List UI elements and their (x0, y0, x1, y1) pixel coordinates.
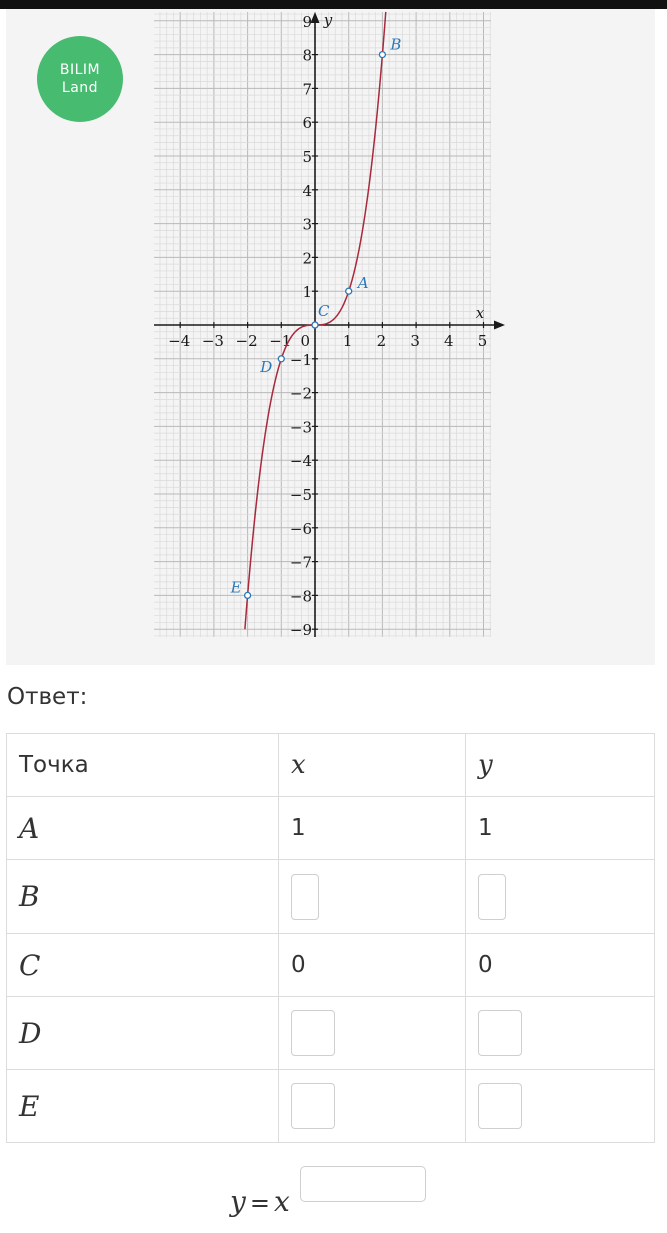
y-tick-label: −2 (289, 384, 312, 403)
y-tick-label: 3 (302, 215, 312, 234)
x-tick-label: 3 (410, 332, 420, 350)
point-label-d: D (260, 357, 273, 376)
y-tick-label: 6 (302, 114, 312, 133)
logo-line-1: BILIM (59, 62, 101, 78)
x-tick-label: 2 (376, 332, 387, 350)
y-tick-label: −3 (289, 418, 312, 437)
x-axis-arrow (494, 321, 505, 330)
y-tick-label: 7 (302, 80, 312, 99)
y-tick-label: 8 (302, 46, 312, 65)
header-x: x (279, 734, 466, 797)
point-label-d: D (7, 997, 279, 1070)
value-c-x: 0 (279, 934, 466, 997)
value-c-y: 0 (466, 934, 655, 997)
cell-e-x (279, 1070, 466, 1143)
x-tick-label: 0 (300, 332, 310, 350)
y-tick-label: −7 (289, 553, 312, 572)
x-tick-label: −3 (201, 332, 224, 350)
y-tick-label: 9 (302, 12, 312, 31)
cell-d-x (279, 997, 466, 1070)
y-tick-label: 5 (302, 148, 312, 166)
input-d-x[interactable] (291, 1010, 335, 1056)
x-tick-label: 4 (444, 332, 454, 350)
y-tick-label: −4 (289, 452, 312, 471)
x-tick-label: −1 (269, 332, 292, 350)
table-header-row (7, 734, 655, 797)
y-tick-label: −9 (289, 621, 312, 640)
table-row-b (7, 860, 655, 934)
point-marker-a (346, 288, 352, 294)
value-a-x: 1 (279, 797, 466, 860)
x-tick-label: 1 (342, 332, 353, 350)
input-d-y[interactable] (478, 1010, 522, 1056)
x-tick-label: −2 (235, 332, 258, 350)
y-tick-label: −8 (289, 587, 312, 606)
cell-b-x (279, 860, 466, 934)
formula-equals: = (249, 1189, 270, 1217)
point-marker-b (379, 52, 385, 58)
y-tick-label: 2 (302, 249, 312, 268)
cell-b-y (466, 860, 655, 934)
y-tick-label: 1 (302, 283, 312, 302)
point-marker-e (245, 592, 251, 598)
point-label-a: A (7, 797, 279, 860)
input-e-y[interactable] (478, 1083, 522, 1129)
point-label-e: E (230, 578, 242, 597)
y-tick-label: −5 (289, 486, 312, 504)
point-label-b: B (390, 35, 402, 54)
cell-d-y (466, 997, 655, 1070)
point-marker-d (278, 356, 284, 362)
point-label-e: E (7, 1070, 279, 1143)
y-tick-label: −1 (289, 350, 312, 369)
point-label-c: C (318, 302, 330, 320)
cell-e-y (466, 1070, 655, 1143)
table-row-c (7, 934, 655, 997)
x-axis-label: x (475, 304, 485, 322)
formula-lhs: y (230, 1185, 246, 1218)
point-label-b: B (7, 860, 279, 934)
formula (230, 1185, 290, 1218)
input-b-y[interactable] (478, 874, 506, 920)
logo-line-2: Land (61, 80, 99, 96)
table-row-a (7, 797, 655, 860)
input-b-x[interactable] (291, 874, 319, 920)
answer-table (6, 733, 655, 1143)
x-tick-label: 5 (477, 332, 488, 350)
header-point: Точка (7, 734, 279, 797)
exponent-input[interactable] (300, 1166, 426, 1202)
formula-base: x (273, 1185, 290, 1218)
table-row-e (7, 1070, 655, 1143)
table-row-d (7, 997, 655, 1070)
point-marker-c (312, 322, 318, 328)
y-tick-label: −6 (289, 519, 312, 538)
value-a-y: 1 (466, 797, 655, 860)
input-e-x[interactable] (291, 1083, 335, 1129)
point-label-c: C (7, 934, 279, 997)
header-y: y (466, 734, 655, 797)
point-label-a: A (357, 274, 369, 293)
answer-label: Ответ: (7, 684, 88, 710)
y-axis-label: y (323, 11, 333, 29)
x-tick-label: −4 (168, 332, 191, 350)
y-tick-label: 4 (302, 181, 312, 200)
